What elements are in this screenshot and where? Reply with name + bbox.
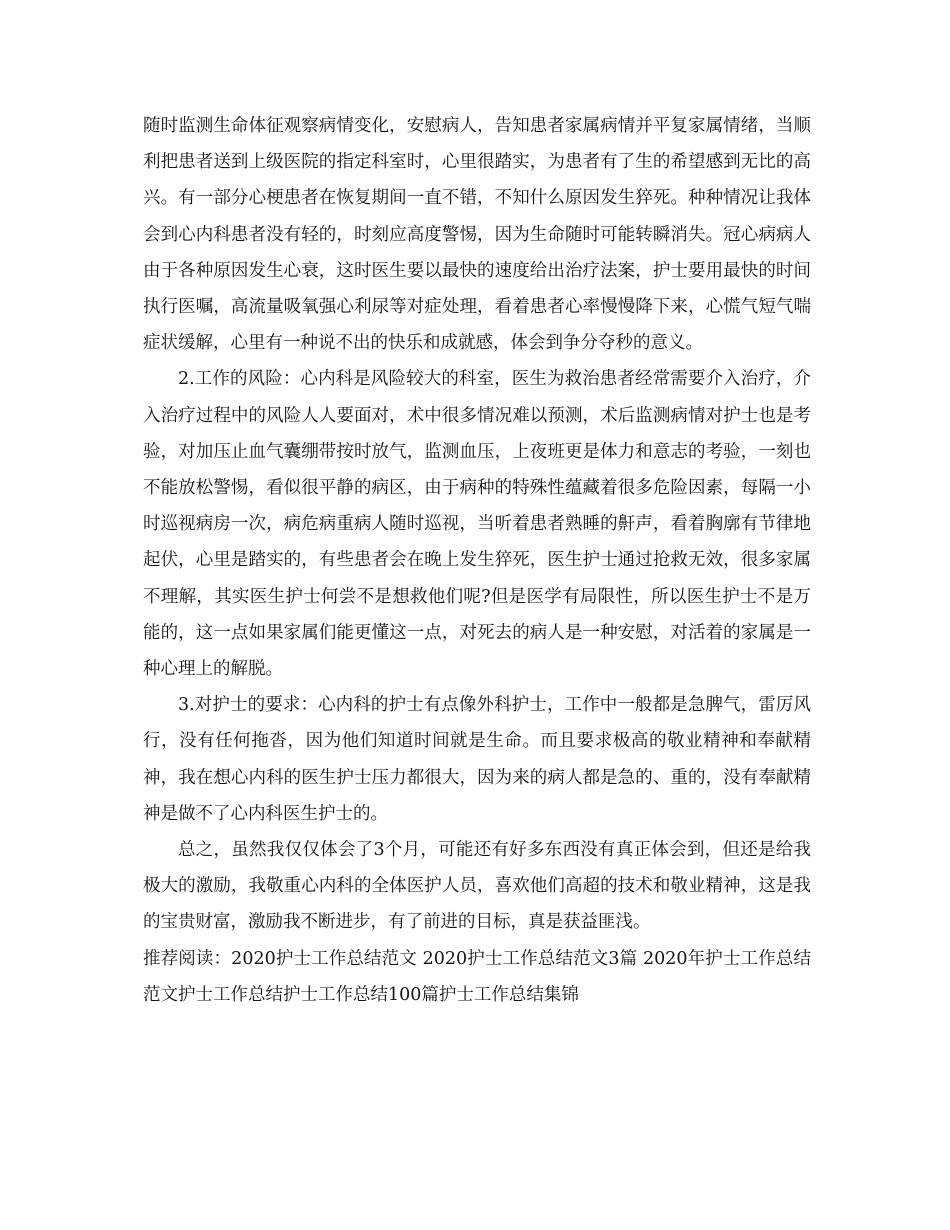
paragraph-conclusion: 总之，虽然我仅仅体会了3个月，可能还有好多东西没有真正体会到，但还是给我极大的激励，我敬重心内科的全体医护人员，喜欢他们高超的技术和敬业精神，这是我的宝贵财富，激励我不断进步，有了前进的目标，真是获益匪浅。 <box>143 840 811 933</box>
paragraph-work-risk: 2.工作的风险：心内科是风险较大的科室，医生为救治患者经常需要介入治疗，介入治疗过程中的风险人人要面对，术中很多情况难以预测，术后监测病情对护士也是考验，对加压止血气囊绷带按时放气，监测血压，上夜班更是体力和意志的考验，一刻也不能放松警惕，看似很平静的病区，由于病种的特殊性蕴藏着很多危险因素，每隔一小时巡视病房一次，病危病重病人随时巡视，当听着患者熟睡的鼾声，看着胸廓有节律地起伏，心里是踏实的，有些患者会在晚上发生猝死，医生护士通过抢救无效，很多家属不理解，其实医生护士何尝不是想救他们呢?但是医学有局限性，所以医生护士不是万能的，这一点如果家属们能更懂这一点，对死去的病人是一种安慰，对活着的家属是一种心理上的解脱。 <box>143 369 811 680</box>
recommended-reading: 推荐阅读：2020护士工作总结范文 2020护士工作总结范文3篇 2020年护士工作总结范文护士工作总结护士工作总结100篇护士工作总结集锦 <box>143 948 811 1005</box>
paragraph-continuation: 随时监测生命体征观察病情变化，安慰病人，告知患者家属病情并平复家属情绪，当顺利把患者送到上级医院的指定科室时，心里很踏实，为患者有了生的希望感到无比的高兴。有一部分心梗患者在恢复期间一直不错，不知什么原因发生猝死。种种情况让我体会到心内科患者没有轻的，时刻应高度警惕，因为生命随时可能转瞬消失。冠心病病人由于各种原因发生心衰，这时医生要以最快的速度给出治疗法案，护士要用最快的时间执行医嘱，高流量吸氧强心利尿等对症处理，看着患者心率慢慢降下来，心慌气短气喘症状缓解，心里有一种说不出的快乐和成就感，体会到争分夺秒的意义。 <box>143 116 811 354</box>
document-page <box>143 108 811 1013</box>
paragraph-nurse-requirements: 3.对护士的要求：心内科的护士有点像外科护士，工作中一般都是急脾气，雷厉风行，没有任何拖沓，因为他们知道时间就是生命。而且要求极高的敬业精神和奉献精神，我在想心内科的医生护士压力都很大，因为来的病人都是急的、重的，没有奉献精神是做不了心内科医生护士的。 <box>143 695 811 824</box>
